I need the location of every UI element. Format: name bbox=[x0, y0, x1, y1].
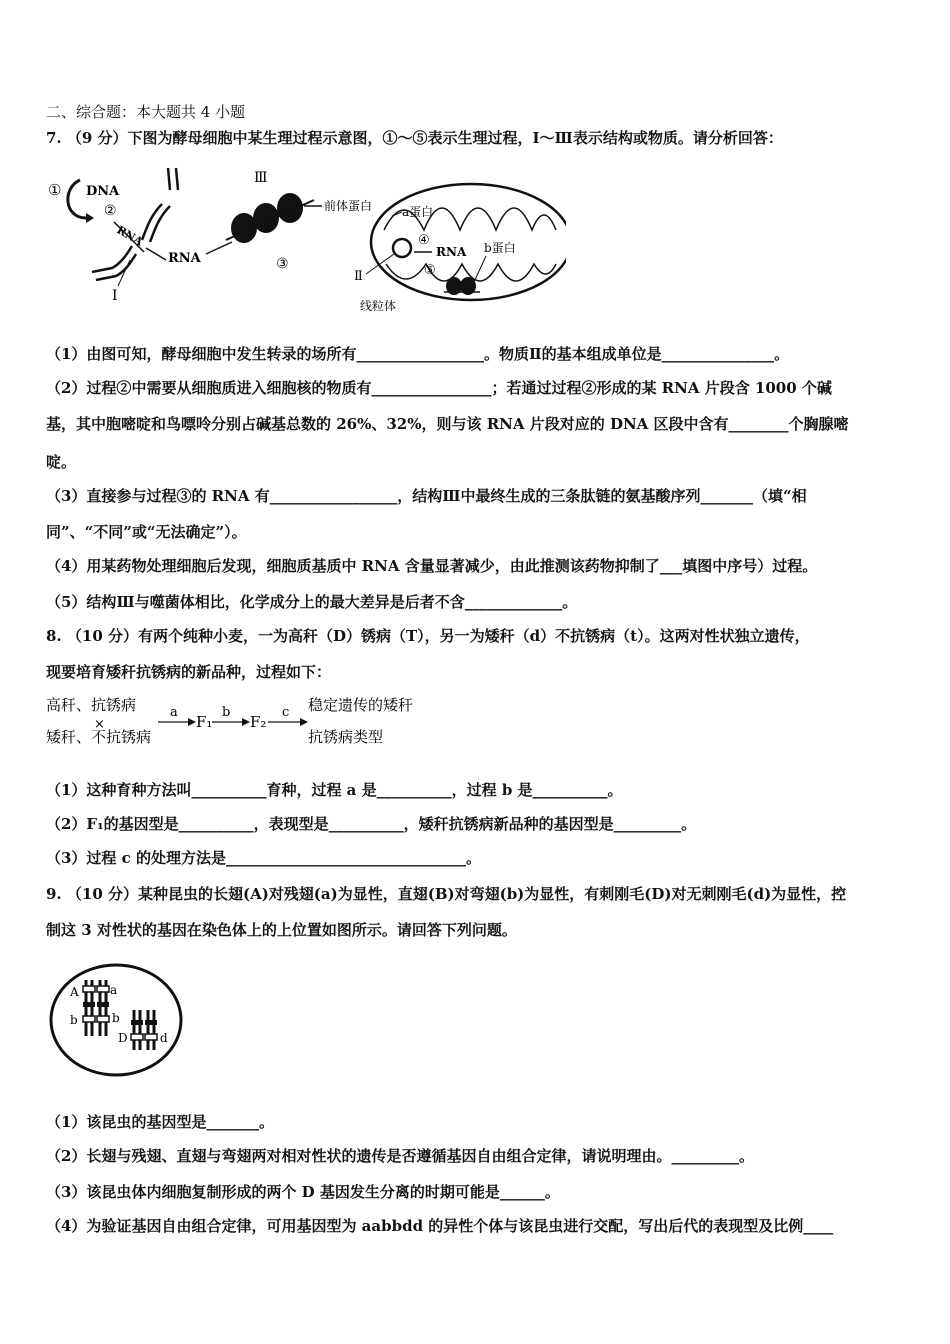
q7-p2c: 啶。 bbox=[46, 453, 77, 471]
replication-arrowhead bbox=[86, 213, 94, 223]
q8-p3: （3）过程 c 的处理方法是________________________________。 bbox=[46, 849, 482, 867]
step-b-label: b bbox=[222, 705, 231, 720]
gene-d: d bbox=[160, 1031, 168, 1045]
q8-stem-a: 8. （10 分）有两个纯种小麦，一为高秆（D）锈病（T），另一为矮秆（d）不抗锈病（t）。这两对性状独立遗传， bbox=[46, 627, 810, 645]
fig-label-1: ① bbox=[48, 181, 62, 199]
fig-label-rna-slant: RNA bbox=[114, 223, 146, 249]
arrow-c-head bbox=[300, 718, 308, 726]
fig-label-3: ③ bbox=[276, 256, 289, 272]
mitochondrial-dna-ring bbox=[393, 239, 411, 257]
fig-label-III: Ⅲ bbox=[254, 170, 268, 186]
to-ribosome-arrow bbox=[206, 242, 232, 254]
q9-p1: （1）该昆虫的基因型是_______。 bbox=[46, 1113, 274, 1131]
fig-label-mito: 线粒体 bbox=[360, 299, 397, 313]
chromosome-pair-1 bbox=[83, 980, 109, 1036]
ribosome-3 bbox=[277, 193, 303, 223]
q8-breeding-diagram bbox=[46, 690, 446, 750]
label-II-pointer bbox=[366, 254, 394, 274]
gene-D: D bbox=[118, 1031, 128, 1045]
q8-p2: （2）F₁的基因型是__________，表现型是__________，矮秆抗锈病新品种的基因型是_________。 bbox=[46, 815, 697, 833]
fig-label-4: ④ bbox=[418, 233, 430, 248]
fig-label-5: ⑤ bbox=[424, 263, 436, 278]
export-arrow bbox=[146, 248, 166, 260]
q7-p4: （4）用某药物处理细胞后发现，细胞质基质中 RNA 含量显著减少，由此推测该药物抑制了___填图中序号）过程。 bbox=[46, 557, 818, 575]
result1-label: 稳定遗传的矮秆 bbox=[308, 696, 414, 714]
fig-label-rna: RNA bbox=[168, 251, 201, 266]
q7-p2b: 基，其中胞嘧啶和鸟嘌呤分别占碱基总数的 26%、32%，则与该 RNA 片段对应的 DNA 区段中含有________个胸腺嘧 bbox=[46, 415, 849, 433]
fig-label-b: b蛋白 bbox=[484, 241, 516, 255]
b-protein-pointer bbox=[474, 256, 486, 282]
fig-label-2: ② bbox=[104, 203, 117, 219]
f1-label: F₁ bbox=[196, 713, 213, 731]
result2-label: 抗锈病类型 bbox=[308, 728, 384, 746]
fig-label-II: Ⅱ bbox=[354, 269, 363, 284]
nuclear-envelope-top bbox=[168, 168, 178, 190]
q7-p3b: 同”、“不同”或“无法确定”）。 bbox=[46, 523, 247, 541]
chromosome-pair-2 bbox=[131, 1010, 157, 1050]
q9-p2: （2）长翅与残翅、直翅与弯翅两对相对性状的遗传是否遵循基因自由组合定律，请说明理由。_________。 bbox=[46, 1147, 754, 1165]
fig-label-a: a蛋白 bbox=[402, 205, 434, 219]
q7-p1: （1）由图可知，酵母细胞中发生转录的场所有_________________。物质Ⅱ的基本组成单位是_______________。 bbox=[46, 345, 790, 363]
q8-p1: （1）这种育种方法叫__________育种，过程 a 是__________，过程 b 是__________。 bbox=[46, 781, 623, 799]
q9-stem-a: 9. （10 分）某种昆虫的长翅(A)对残翅(a)为显性，直翅(B)对弯翅(b)为显性，有刺刚毛(D)对无刺刚毛(d)为显性，控 bbox=[46, 885, 847, 903]
q7-p5: （5）结构Ⅲ与噬菌体相比，化学成分上的最大差异是后者不含_____________。 bbox=[46, 593, 578, 611]
fig-label-dna: DNA bbox=[86, 184, 120, 199]
q8-stem-b: 现要培育矮秆抗锈病的新品种，过程如下： bbox=[46, 663, 332, 681]
nuclear-envelope-middle bbox=[142, 204, 170, 242]
parent2-label: 矮秆、不抗锈病 bbox=[46, 728, 152, 746]
gene-b-left: b bbox=[70, 1013, 78, 1027]
q7-p3a: （3）直接参与过程③的 RNA 有_________________，结构Ⅲ中最终生成的三条肽链的氨基酸序列_______（填“相 bbox=[46, 487, 807, 505]
step-a-label: a bbox=[170, 705, 178, 720]
fig-label-rna2: RNA bbox=[436, 245, 467, 259]
q9-p3: （3）该昆虫体内细胞复制形成的两个 D 基因发生分离的时期可能是______。 bbox=[46, 1183, 560, 1201]
q7-figure bbox=[46, 160, 566, 320]
f2-label: F₂ bbox=[250, 713, 267, 731]
arrow-a-head bbox=[188, 718, 196, 726]
fig-label-I: Ⅰ bbox=[112, 288, 118, 304]
replication-arrow bbox=[68, 180, 86, 218]
fig-label-precursor: 前体蛋白 bbox=[324, 199, 373, 213]
q9-chromosome-figure bbox=[48, 962, 184, 1078]
step-c-label: c bbox=[282, 705, 290, 720]
gene-b-right: b bbox=[112, 1011, 120, 1025]
section-heading: 二、综合题：本大题共 4 小题 bbox=[46, 103, 246, 121]
cross-symbol: × bbox=[94, 717, 105, 732]
q7-stem: 7. （9 分）下图为酵母细胞中某生理过程示意图，①～⑤表示生理过程，Ⅰ～Ⅲ表示结构或物质。请分析回答： bbox=[46, 129, 783, 147]
nuclear-envelope-bottom bbox=[92, 246, 136, 280]
q7-p2a: （2）过程②中需要从细胞质进入细胞核的物质有________________；若通过过程②形成的某 RNA 片段含 1000 个碱 bbox=[46, 379, 832, 397]
q9-stem-b: 制这 3 对性状的基因在染色体上的上位置如图所示。请回答下列问题。 bbox=[46, 921, 517, 939]
parent1-label: 高秆、抗锈病 bbox=[46, 696, 137, 714]
arrow-b-head bbox=[242, 718, 250, 726]
gene-A: A bbox=[70, 985, 79, 999]
gene-a: a bbox=[110, 983, 118, 997]
q9-p4: （4）为验证基因自由组合定律，可用基因型为 aabbdd 的异性个体与该昆虫进行交配，写出后代的表现型及比例____ bbox=[46, 1217, 834, 1235]
